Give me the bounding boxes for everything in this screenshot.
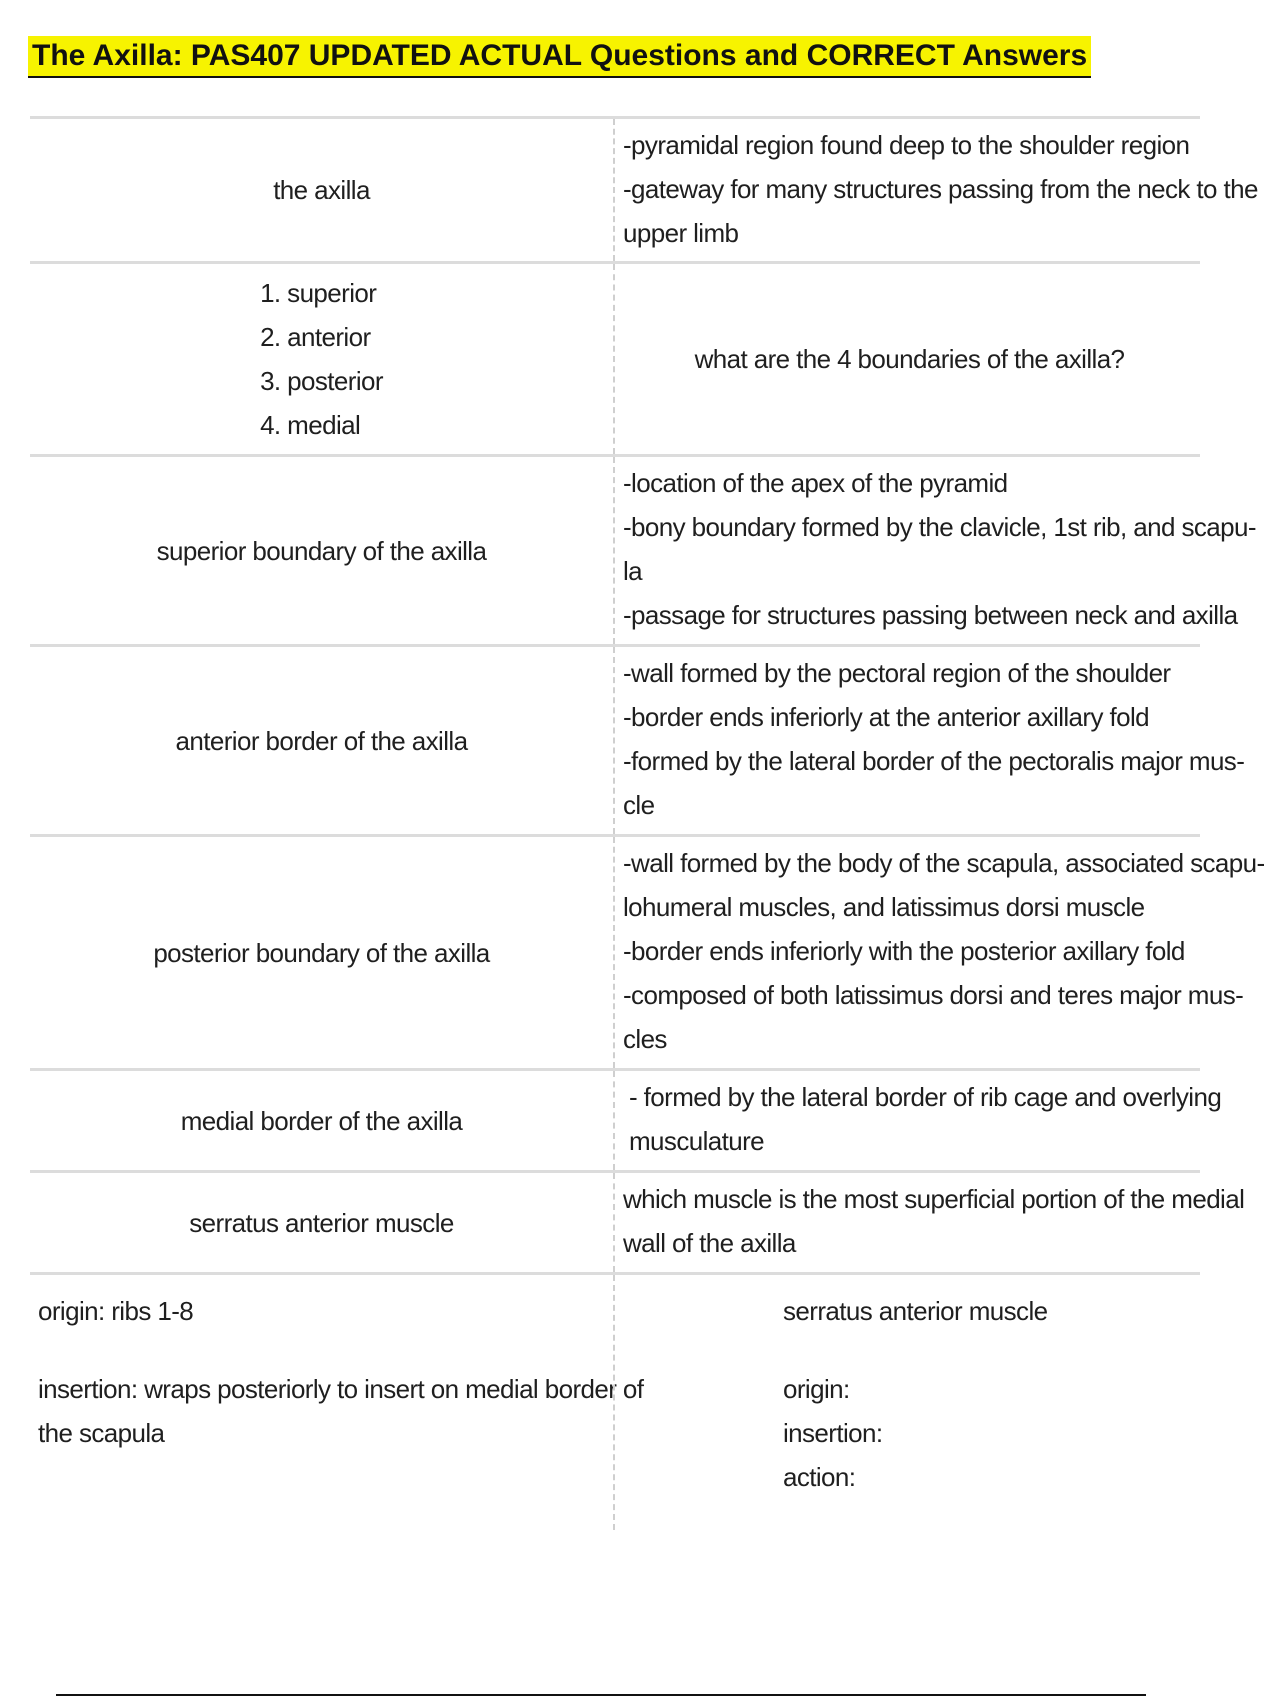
cell-text: -wall formed by the body of the scapula, associated scapu- — [623, 848, 1265, 878]
table-row — [30, 264, 1200, 457]
answer-cell — [30, 119, 613, 261]
definition-cell — [613, 1071, 1222, 1170]
cell-text: -composed of both latissimus dorsi and teres major mus- — [623, 980, 1244, 1010]
cell-text: posterior boundary of the axilla — [153, 937, 490, 968]
cell-text: origin: ribs 1-8 — [38, 1296, 194, 1326]
answer-cell — [30, 1071, 613, 1170]
cell-text: lohumeral muscles, and latissimus dorsi muscle — [623, 892, 1145, 922]
answer-cell — [30, 1275, 644, 1530]
definition-cell — [613, 837, 1265, 1068]
cell-text: -passage for structures passing between neck and axilla — [623, 600, 1238, 630]
list-item: 1. superior — [260, 278, 377, 308]
question-cell — [613, 1275, 1200, 1530]
cell-text: medial border of the axilla — [180, 1105, 463, 1136]
question-cell — [613, 264, 1200, 454]
cell-text: -border ends inferiorly with the posterior axillary fold — [623, 936, 1185, 966]
answer-cell — [30, 457, 613, 644]
cell-text: cles — [623, 1024, 667, 1054]
cell-text: musculature — [629, 1126, 765, 1156]
list-item: 4. medial — [260, 410, 361, 440]
answer-cell — [30, 1173, 613, 1272]
answer-cell — [30, 264, 613, 454]
cell-text: -gateway for many structures passing from the neck to the — [623, 174, 1258, 204]
cell-text: action: — [783, 1462, 856, 1492]
cell-text: cle — [623, 790, 655, 820]
cell-text: la — [623, 556, 643, 586]
table-row — [30, 457, 1256, 647]
cell-text: -bony boundary formed by the clavicle, 1st rib, and scapu- — [623, 512, 1256, 542]
cell-text: - formed by the lateral border of rib cage and overlying — [629, 1082, 1222, 1112]
answer-cell — [30, 837, 613, 1068]
table-row — [30, 119, 1258, 264]
definition-cell — [613, 457, 1256, 644]
definition-cell — [613, 647, 1245, 834]
cell-text: serratus anterior muscle — [189, 1207, 454, 1238]
cell-text: -location of the apex of the pyramid — [623, 468, 1008, 498]
qa-table — [30, 116, 1265, 1530]
answer-cell — [30, 647, 613, 834]
table-row — [30, 1071, 1222, 1173]
cell-text: which muscle is the most superficial portion of the medial — [623, 1184, 1245, 1214]
cell-text: superior boundary of the axilla — [156, 535, 487, 566]
cell-text: -formed by the lateral border of the pectoralis major mus- — [623, 746, 1245, 776]
list-item: 2. anterior — [260, 322, 371, 352]
table-row — [30, 1173, 1245, 1275]
cell-text: what are the 4 boundaries of the axilla? — [694, 344, 1125, 374]
cell-text: insertion: — [783, 1418, 883, 1448]
table-row — [30, 837, 1265, 1071]
cell-text: the scapula — [38, 1418, 165, 1448]
cell-text: wall of the axilla — [623, 1228, 796, 1258]
spacer — [38, 1333, 607, 1367]
table-row — [30, 647, 1245, 837]
spacer — [783, 1333, 1196, 1367]
boundaries-list — [260, 271, 383, 447]
cell-text: serratus anterior muscle — [783, 1296, 1048, 1326]
cell-text: origin: — [783, 1374, 850, 1404]
table-row — [30, 1275, 1200, 1530]
list-item: 3. posterior — [260, 366, 383, 396]
cell-text: upper limb — [623, 218, 739, 248]
definition-cell — [613, 119, 1258, 261]
cell-text: -pyramidal region found deep to the shoulder region — [623, 130, 1190, 160]
cell-text: insertion: wraps posteriorly to insert on medial border of — [38, 1374, 644, 1404]
question-cell — [613, 1173, 1245, 1272]
cell-text: -border ends inferiorly at the anterior axillary fold — [623, 702, 1150, 732]
document-title: The Axilla: PAS407 UPDATED ACTUAL Questions and CORRECT Answers — [28, 36, 1091, 78]
cell-text: anterior border of the axilla — [175, 725, 468, 756]
footer-divider — [56, 1694, 1146, 1696]
cell-text: the axilla — [273, 175, 370, 205]
cell-text: -wall formed by the pectoral region of the shoulder — [623, 658, 1171, 688]
